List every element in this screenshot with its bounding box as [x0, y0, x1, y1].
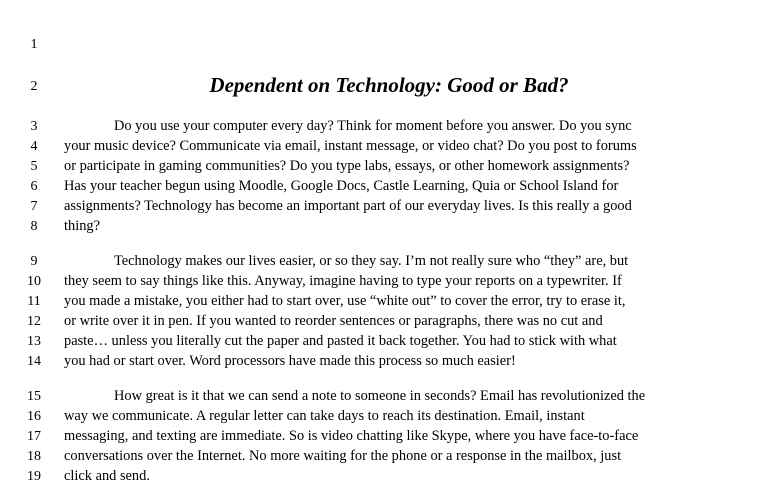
line-number: 13	[27, 334, 41, 349]
line-number: 17	[27, 429, 41, 444]
text-line: click and send.	[64, 468, 150, 484]
line-number: 4	[30, 139, 38, 154]
text-line: assignments? Technology has become an important part of our everyday lives. Is this really a good	[64, 198, 632, 214]
line-number: 11	[27, 294, 41, 309]
line-number: 12	[27, 314, 41, 329]
text-line: your music device? Communicate via email, instant message, or video chat? Do you post to forums	[64, 138, 637, 154]
text-line: they seem to say things like this. Anyway, imagine having to type your reports on a typewriter. If	[64, 273, 622, 289]
text-line: you made a mistake, you either had to start over, use “white out” to cover the error, try to erase it,	[64, 293, 626, 309]
text-line: you had or start over. Word processors have made this process so much easier!	[64, 353, 516, 369]
text-line: paste… unless you literally cut the paper and pasted it back together. You had to stick with what	[64, 333, 617, 349]
line-number: 5	[30, 159, 38, 174]
text-line: How great is it that we can send a note to someone in seconds? Email has revolutionized the	[114, 388, 646, 404]
text-line: way we communicate. A regular letter can take days to reach its destination. Email, instant	[64, 408, 585, 424]
line-number: 8	[30, 219, 38, 234]
line-number: 7	[30, 199, 38, 214]
text-line: Do you use your computer every day? Think for moment before you answer. Do you sync	[114, 118, 632, 134]
text-line: Technology makes our lives easier, or so they say. I’m not really sure who “they” are, but	[114, 253, 629, 269]
line-number: 14	[27, 354, 41, 369]
line-number: 19	[27, 469, 41, 484]
line-number: 9	[30, 254, 38, 269]
line-number: 6	[30, 179, 38, 194]
line-number: 15	[27, 389, 41, 404]
line-number: 16	[27, 409, 41, 424]
text-line: Has your teacher begun using Moodle, Google Docs, Castle Learning, Quia or School Island for	[64, 178, 619, 194]
text-line: thing?	[64, 218, 100, 234]
line-number: 10	[27, 274, 41, 289]
line-number: 3	[30, 119, 38, 134]
line-number: 18	[27, 449, 41, 464]
text-line: or write over it in pen. If you wanted to reorder sentences or paragraphs, there was no cut and	[64, 313, 603, 329]
text-line: conversations over the Internet. No more waiting for the phone or a response in the mailbox, just	[64, 448, 622, 464]
text-line: messaging, and texting are immediate. So is video chatting like Skype, where you have face-to-face	[64, 428, 639, 444]
line-number: 1	[30, 37, 38, 52]
document-title: Dependent on Technology: Good or Bad?	[209, 73, 569, 97]
line-number: 2	[30, 79, 38, 94]
text-line: or participate in gaming communities? Do you type labs, essays, or other homework assignments?	[64, 158, 630, 174]
